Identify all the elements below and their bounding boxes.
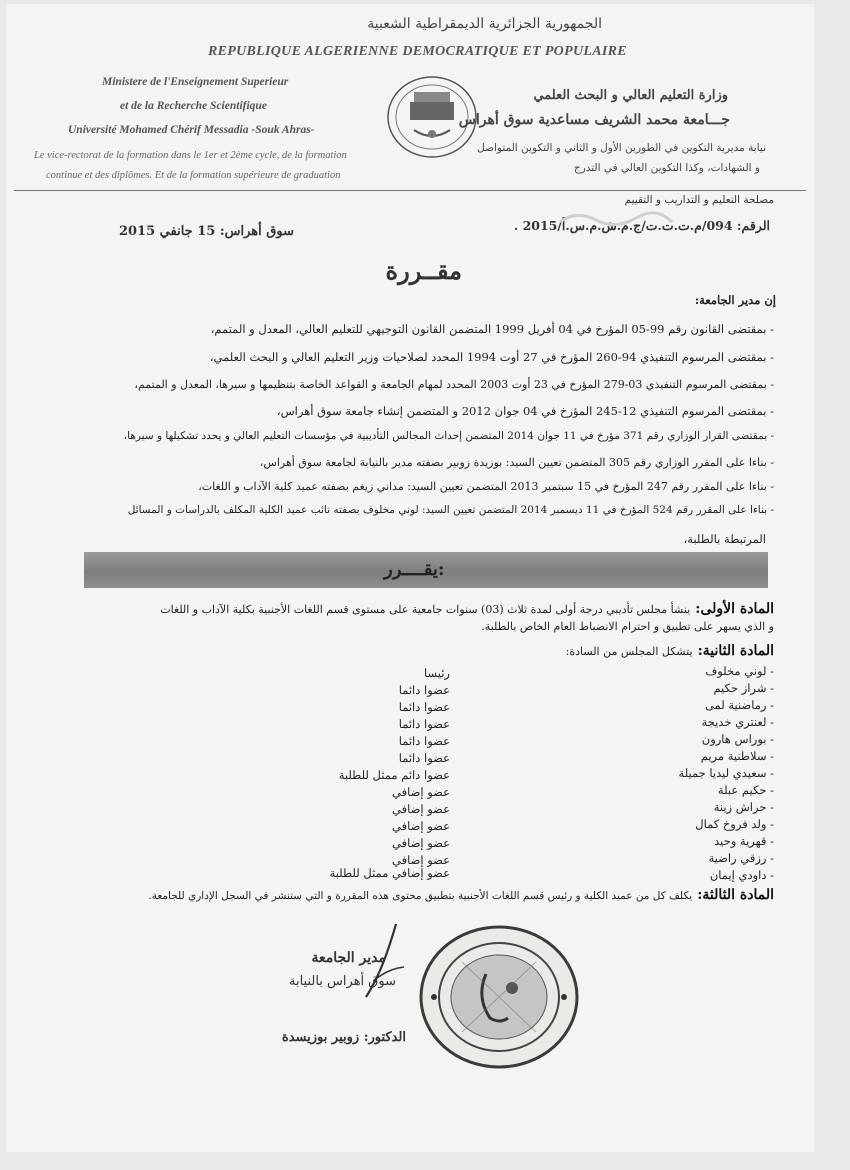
decides-heading: يقــــرر: — [384, 559, 445, 580]
preamble-line: - بناءا على المقرر الوزاري رقم 305 المتضمن تعيين السيد: بوزيدة زوبير بصفته مدير بالنيابة لجامعة سوق أهراس، — [259, 456, 774, 469]
fr-vice-rectorate-line-1: Le vice-rectorat de la formation dans le 1er et 2ème cycle, de la formation — [34, 150, 347, 161]
ar-republic-heading: الجمهورية الجزائرية الديمقراطية الشعبية — [367, 16, 602, 32]
article-1-label: المادة الأولى: — [695, 601, 774, 617]
preamble-line: - بمقتضى المرسوم التنفيذي 03-279 المؤرخ في 23 أوت 2003 المحدد لمهام الجامعة و القواعد الخاصة بتنظيمها و سيرها، المعدل و المتمم، — [134, 378, 774, 391]
member-role: عضو إضافي — [392, 785, 450, 799]
decides-banner — [84, 552, 768, 588]
article-3-label: المادة الثالثة: — [697, 887, 774, 903]
member-role: عضوا دائما — [398, 683, 450, 697]
preamble-intro: إن مدير الجامعة: — [694, 293, 776, 307]
article-2-label: المادة الثانية: — [697, 643, 774, 659]
official-stamp — [414, 922, 584, 1072]
member-role: عضو إضافي — [392, 802, 450, 816]
handwritten-signature — [326, 919, 416, 999]
fr-vice-rectorate-line-2: continue et des diplômes. Et de la formation supérieure de graduation — [46, 170, 341, 181]
member-role: عضو إضافي ممثل للطلبة — [329, 866, 450, 880]
preamble-line: المرتبطة بالطلبة، — [683, 532, 766, 546]
preamble-line: - بناءا على المقرر رقم 247 المؤرخ في 15 سبتمبر 2013 المتضمن تعيين السيد: مداني زيغم بصفته عميد كلية الآداب و اللغات، — [198, 480, 774, 493]
article-1-text: ينشأ مجلس تأديبي درجة أولى لمدة ثلاث (03) سنوات جامعية على مستوى قسم اللغات الأجنبية بكلية الآداب و اللغات — [160, 603, 691, 616]
member-role: عضوا دائما — [398, 751, 450, 765]
ar-vice-rectorate-line-2: و الشهادات، وكذا التكوين العالي في التدرج — [573, 162, 760, 174]
signatory-title: مدير الجامعة — [311, 950, 386, 966]
ar-ministry-name: وزارة التعليم العالي و البحث العلمي — [533, 88, 728, 103]
article-3-text: يكلف كل من عميد الكلية و رئيس قسم اللغات الأجنبية بتطبيق محتوى هذه المقررة و التي ستنشر في السجل الإداري للجامعة. — [148, 890, 693, 902]
preamble-line: - بمقتضى القانون رقم 99-05 المؤرخ في 04 أفريل 1999 المتضمن القانون التوجيهي للتعليم العالي، المعدل و المتمم، — [210, 322, 774, 336]
preamble-line: - بمقتضى القرار الوزاري رقم 371 مؤرخ في 11 جوان 2014 المتضمن إحداث المجالس التأديبية في مؤسسات التعليم العالي و يحدد تشكيلها و سيرها، — [123, 430, 774, 442]
article-1-text-continued: و الذي يسهر على تطبيق و احترام الانضباط العام الخاص بالطلبة. — [481, 620, 774, 633]
member-role: رئيسا — [424, 666, 450, 680]
document-title: مقــررة — [385, 256, 462, 285]
member-name: - رزقي راضية — [708, 851, 774, 865]
ar-university-name: جـــامعة محمد الشريف مساعدية سوق أهراس — [458, 112, 730, 128]
article-2-text: يتشكل المجلس من السادة: — [565, 645, 693, 658]
signatory-subtitle: سوق أهراس بالنيابة — [288, 974, 396, 989]
ar-vice-rectorate-line-1: نيابة مديرية التكوين في الطورين الأول و الثاني و التكوين المتواصل — [477, 142, 766, 154]
fr-ministry-line-1: Ministere de l'Enseignement Superieur — [102, 76, 289, 88]
fr-ministry-line-2: et de la Recherche Scientifique — [120, 100, 267, 112]
place-date: سوق أهراس: 15 جانفي 2015 — [118, 224, 294, 239]
article-3 — [148, 884, 774, 903]
member-role: عضوا دائما — [398, 734, 450, 748]
faint-handwriting-mark — [556, 202, 676, 238]
member-role: عضو إضافي — [392, 853, 450, 867]
fr-republic-heading: REPUBLIQUE ALGERIENNE DEMOCRATIQUE ET POPULAIRE — [208, 44, 627, 59]
member-name: - سعيدي ليديا جميلة — [678, 766, 774, 780]
member-role: عضوا دائما — [398, 717, 450, 731]
member-name: - رماضنية لمى — [704, 698, 774, 712]
member-role: عضو إضافي — [392, 819, 450, 833]
member-role: عضو إضافي — [392, 836, 450, 850]
document-page — [6, 4, 814, 1152]
header-divider — [14, 190, 806, 191]
reference-number: الرقم: 094/م.ت.ت.ت/ج.م.ش.م.س.أ/2015 . — [513, 218, 770, 233]
service-name: مصلحة التعليم و التداريب و التقييم — [624, 194, 774, 206]
member-name: - ولد فروخ كمال — [695, 817, 774, 831]
article-2 — [566, 640, 774, 659]
signatory-name: الدكتور: زوبير بوزيسدة — [281, 1030, 406, 1045]
preamble-line: - بمقتضى المرسوم التنفيذي 94-260 المؤرخ في 27 أوت 1994 المحدد لصلاحيات وزير التعليم العالي و البحث العلمي، — [209, 350, 774, 364]
member-role: عضوا دائما — [398, 700, 450, 714]
preamble-line: - بناءا على المقرر رقم 524 المؤرخ في 11 ديسمبر 2014 المتضمن تعيين السيد: لوني مخلوف بصفته نائب عميد الكلية المكلف بالدراسات و المسائل — [127, 504, 774, 516]
member-name: - داودي إيمان — [709, 868, 774, 882]
member-name: - لعنتري خديجة — [701, 715, 774, 729]
article-1 — [160, 598, 774, 617]
member-name: - لوني مخلوف — [705, 664, 774, 678]
member-role: عضوا دائم ممثل للطلبة — [338, 768, 450, 782]
member-name: - حكيم عبلة — [717, 783, 774, 797]
member-name: - بوراس هارون — [701, 732, 774, 746]
member-name: - سلاطنية مريم — [700, 749, 774, 763]
member-name: - حراش زينة — [713, 800, 774, 814]
member-name: - قهرية وحيد — [714, 834, 774, 848]
member-name: - شراز حكيم — [713, 681, 774, 695]
preamble-line: - بمقتضى المرسوم التنفيذي 12-245 المؤرخ في 04 جوان 2012 و المتضمن إنشاء جامعة سوق أهراس، — [276, 404, 774, 418]
fr-university-name: Université Mohamed Chérif Messadia -Souk Ahras- — [68, 124, 315, 136]
